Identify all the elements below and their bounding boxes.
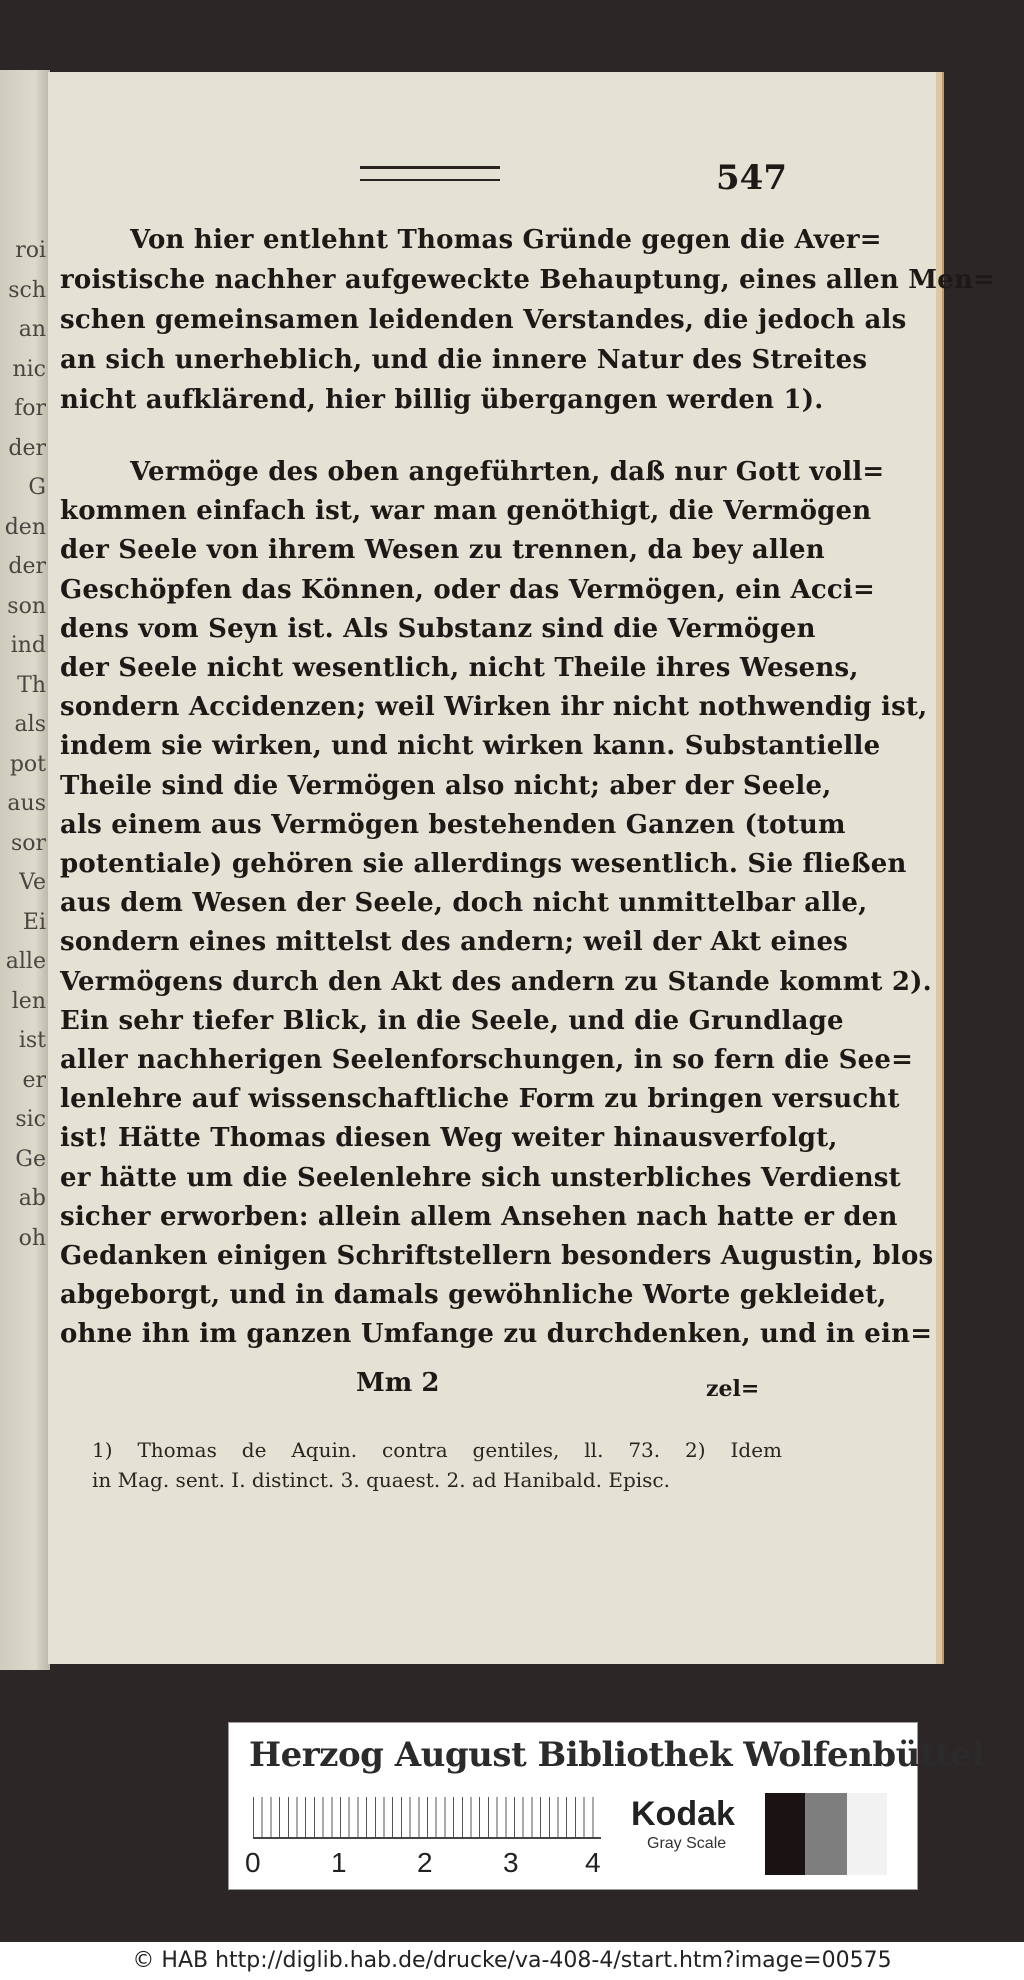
signature-mark: Mm 2	[356, 1368, 440, 1398]
previous-page-fragment: an	[18, 317, 46, 342]
previous-page-fragment: ind	[10, 633, 46, 658]
text-line: ohne ihn im ganzen Umfange zu durchdenken, und in ein=	[60, 1319, 933, 1350]
previous-page-fragment: G	[28, 475, 46, 500]
text-line: der Seele von ihrem Wesen zu trennen, da bey allen	[60, 535, 825, 566]
scale-number: 0	[245, 1847, 261, 1878]
scale-number: 1	[331, 1847, 347, 1878]
previous-page-fragment: len	[11, 988, 46, 1014]
text-line: sicher erworben: allein allem Ansehen nach hatte er den	[60, 1201, 898, 1232]
previous-page-fragment: der	[8, 435, 46, 461]
text-line: Ein sehr tiefer Blick, in die Seele, und die Grundlage	[60, 1005, 844, 1036]
text-line: Geschöpfen das Können, oder das Vermögen, ein Acci=	[60, 574, 875, 605]
footnote-line: 1) Thomas de Aquin. contra gentiles, ll. 73. 2) Idem	[92, 1438, 782, 1462]
header-rule	[360, 166, 500, 181]
text-line: er hätte um die Seelenlehre sich unsterbliches Verdienst	[60, 1162, 901, 1193]
swatch-gray	[805, 1793, 847, 1875]
book-page	[48, 72, 996, 1664]
text-line: Gedanken einigen Schriftstellern besonders Augustin, blos	[60, 1241, 934, 1271]
kodak-logo: Kodak	[631, 1795, 735, 1833]
previous-page-fragment: der	[8, 554, 46, 579]
text-line: indem sie wirken, und nicht wirken kann. Substantielle	[60, 731, 881, 762]
text-line: dens vom Seyn ist. Als Substanz sind die Vermögen	[60, 613, 816, 644]
previous-page-fragment: nic	[12, 356, 46, 382]
text-line: schen gemeinsamen leidenden Verstandes, die jedoch als	[60, 305, 907, 335]
previous-page-fragment: sic	[15, 1107, 46, 1132]
text-line: aller nachherigen Seelenforschungen, in so fern die See=	[60, 1045, 914, 1075]
text-line: Theile sind die Vermögen also nicht; aber der Seele,	[60, 770, 832, 801]
scale-number: 2	[417, 1847, 433, 1878]
page-number: 547	[716, 158, 787, 198]
text-line: der Seele nicht wesentlich, nicht Theile ihres Wesens,	[60, 653, 859, 683]
footnote-line: in Mag. sent. I. distinct. 3. quaest. 2. ad Hanibald. Episc.	[92, 1468, 670, 1492]
text-line: an sich unerheblich, und die innere Natur des Streites	[60, 345, 868, 375]
previous-page-fragment: for	[14, 396, 46, 421]
previous-page-fragment: Ge	[15, 1146, 46, 1172]
text-line: ist! Hätte Thomas diesen Weg weiter hinausverfolgt,	[60, 1123, 838, 1154]
previous-page-fragment: er	[22, 1067, 46, 1093]
previous-page-fragment: son	[7, 593, 46, 619]
previous-page-fragment: als	[14, 712, 46, 737]
measure-ruler	[253, 1797, 601, 1839]
text-line: Vermögens durch den Akt des andern zu Stande kommt 2).	[60, 966, 932, 997]
previous-page-fragment: roi	[15, 238, 46, 263]
previous-page-edge	[0, 70, 50, 1670]
color-calibration-card	[228, 1722, 984, 1890]
gray-scale-label: Gray Scale	[647, 1835, 727, 1852]
text-line: sondern eines mittelst des andern; weil der Akt eines	[60, 927, 849, 958]
previous-page-fragment: ab	[18, 1186, 46, 1211]
scale-number: 3	[503, 1847, 519, 1878]
previous-page-fragment: Ve	[19, 870, 46, 895]
text-line: aus dem Wesen der Seele, doch nicht unmittelbar alle,	[60, 888, 868, 919]
catchword: zel=	[706, 1376, 760, 1402]
library-name: Herzog August Bibliothek Wolfenbüttel	[249, 1735, 984, 1775]
previous-page-fragment: alle	[5, 949, 46, 974]
text-line: lenlehre auf wissenschaftliche Form zu bringen versucht	[60, 1084, 900, 1115]
text-line: als einem aus Vermögen bestehenden Ganzen (totum	[60, 809, 846, 840]
swatch-black	[765, 1793, 805, 1875]
previous-page-fragment: sch	[8, 277, 46, 303]
text-line: kommen einfach ist, war man genöthigt, die Vermögen	[60, 496, 872, 527]
text-line: roistische nachher aufgeweckte Behauptung, eines allen Men=	[60, 265, 996, 295]
previous-page-fragment: Ei	[22, 909, 46, 935]
swatch-white	[847, 1793, 887, 1875]
text-line: nicht aufklärend, hier billig übergangen werden 1).	[60, 385, 824, 415]
previous-page-fragment: aus	[7, 791, 46, 816]
previous-page-fragment: den	[4, 514, 46, 540]
text-line: Von hier entlehnt Thomas Gründe gegen die Aver=	[130, 225, 882, 255]
scale-number: 4	[585, 1847, 601, 1878]
text-line: sondern Accidenzen; weil Wirken ihr nicht nothwendig ist,	[60, 692, 928, 723]
text-line: Vermöge des oben angeführten, daß nur Gott voll=	[130, 457, 885, 487]
previous-page-fragment: ist	[18, 1028, 46, 1053]
previous-page-fragment: sor	[10, 830, 46, 856]
previous-page-fragment: Th	[17, 672, 46, 698]
copyright-footer: © HAB http://diglib.hab.de/drucke/va-408-4/start.htm?image=00575	[0, 1942, 1024, 1980]
text-line: potentiale) gehören sie allerdings wesentlich. Sie fließen	[60, 849, 907, 879]
previous-page-fragment: pot	[9, 751, 46, 777]
text-line: abgeborgt, und in damals gewöhnliche Worte gekleidet,	[60, 1280, 887, 1311]
previous-page-fragment: oh	[18, 1225, 46, 1251]
